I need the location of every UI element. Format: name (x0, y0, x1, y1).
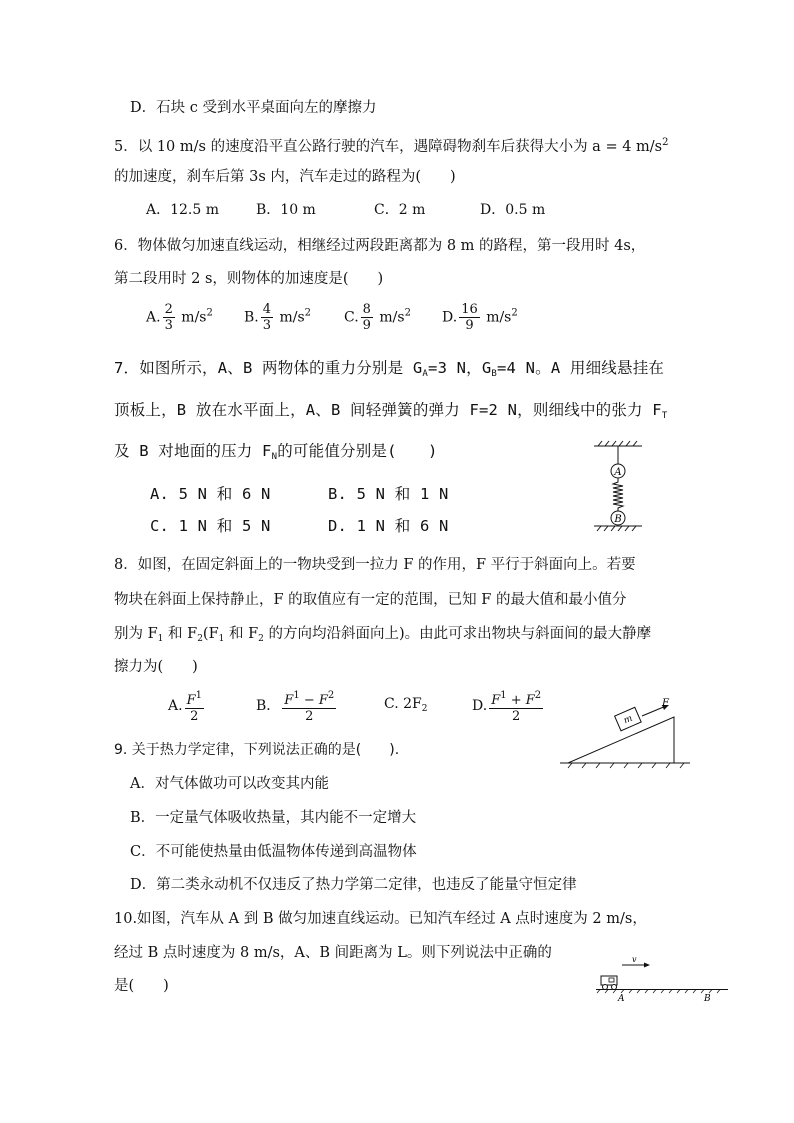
block-m-label: m (622, 713, 635, 727)
q6-option-c: C. $\frac{8}{9}$ $m/s^2$ (344, 302, 411, 333)
q6-option-b: B. $\frac{4}{3}$ $m/s^2$ (244, 302, 312, 333)
q6-stem-line1: 6．物体做匀加速直线运动，相继经过两段距离都为 8 m 的路程，第一段用时 4s， (114, 238, 646, 254)
q7-option-d: D. 1 N 和 6 N (328, 517, 449, 535)
floor-hatch (594, 526, 642, 531)
force-label: F (662, 698, 669, 709)
q5-option-b: B．10 m (256, 202, 316, 218)
q9-option-a: A．对气体做功可以改变其内能 (130, 776, 329, 792)
track-hatch (597, 990, 720, 994)
q7-stem-line1: 7．如图所示，A、B 两物体的重力分别是 $G_A=3$ N，$G_B=4$ N。A 用细线悬挂在 (114, 359, 665, 379)
q8-stem-line3: 别为 $F_1$ 和 $F_2(F_1$ 和 $F_2$ 的方向均沿斜面向上)。由此可求出物块与斜面间的最大静摩 (114, 626, 652, 644)
ground-hatch (568, 763, 684, 768)
velocity-label: v (632, 956, 637, 964)
q5-option-c: C．2 m (374, 202, 426, 218)
q7-option-c: C. 1 N 和 5 N (150, 517, 271, 535)
point-a-label: A (618, 994, 625, 1004)
q10-car-figure (592, 956, 734, 1004)
car (601, 976, 617, 990)
ball-b-label: B (614, 514, 622, 525)
q8-option-b: B． $\frac{F^1 - F^2}{2}$ (256, 690, 335, 724)
q7-stem-line2: 顶板上，B 放在水平面上，A、B 间轻弹簧的弹力 F=2 N，则细线中的张力 $F_T$ (114, 401, 668, 421)
q7-stem-line3: 及 B 对地面的压力 $F_N$的可能值分别是( ) (114, 442, 438, 462)
point-b-label: B (704, 994, 711, 1004)
q6-option-a: A. $\frac{2}{3}$ $m/s^2$ (146, 302, 213, 333)
ceiling-hatch (594, 441, 642, 446)
q8-incline-figure (556, 694, 696, 770)
q10-stem-line2: 经过 B 点时速度为 8 m/s，A、B 间距离为 L。则下列说法中正确的 (114, 945, 552, 961)
q9-option-b: B．一定量气体吸收热量，其内能不一定增大 (130, 810, 417, 826)
q8-option-c: C. $2F_2$ (384, 696, 428, 714)
q7-option-a: A. 5 N 和 6 N (150, 485, 271, 503)
ball-a-label: A (614, 467, 622, 478)
q8-option-a: A. $\frac{F^1}{2}$ (168, 690, 202, 724)
block-m (615, 707, 642, 730)
q8-stem-line4: 擦力为( ) (114, 659, 198, 675)
q10-stem-line3: 是( ) (114, 978, 169, 994)
q5-option-a: A．12.5 m (146, 202, 220, 218)
q8-stem-line2: 物块在斜面上保持静止，F 的取值应有一定的范围，已知 F 的最大值和最小值分 (114, 592, 627, 608)
q10-stem-line1: 10.如图，汽车从 A 到 B 做匀加速直线运动。已知汽车经过 A 点时速度为 2 m/s， (114, 911, 647, 927)
q6-option-d: D. $\frac{16}{9}$ $m/s^2$ (442, 302, 518, 333)
q9-option-c: C．不可能使热量由低温物体传递到高温物体 (130, 844, 417, 860)
q9-option-d: D．第二类永动机不仅违反了热力学第二定律，也违反了能量守恒定律 (130, 877, 577, 893)
q5-stem-line1: 5．以 10 m/s 的速度沿平直公路行驶的汽车，遇障碍物刹车后获得大小为 a = 4 $m/s^2$ (114, 137, 669, 155)
q5-option-d: D．0.5 m (480, 202, 546, 218)
q9-stem: 9. 关于热力学定律，下列说法正确的是( ). (114, 742, 400, 758)
q8-stem-line1: 8．如图，在固定斜面上的一物块受到一拉力 F 的作用，F 平行于斜面向上。若要 (114, 557, 636, 573)
q4-option-d: D．石块 c 受到水平桌面向左的摩擦力 (130, 100, 377, 116)
spring (613, 478, 623, 511)
q8-option-d: D. $\frac{F^1 + F^2}{2}$ (472, 690, 542, 724)
velocity-arrowhead (644, 963, 650, 968)
q6-stem-line2: 第二段用时 2 s，则物体的加速度是( ) (114, 271, 384, 287)
q5-stem-line2: 的加速度，刹车后第 3s 内，汽车走过的路程为( ) (114, 169, 456, 185)
q7-option-b: B. 5 N 和 1 N (328, 485, 449, 503)
q7-spring-figure (588, 440, 648, 536)
